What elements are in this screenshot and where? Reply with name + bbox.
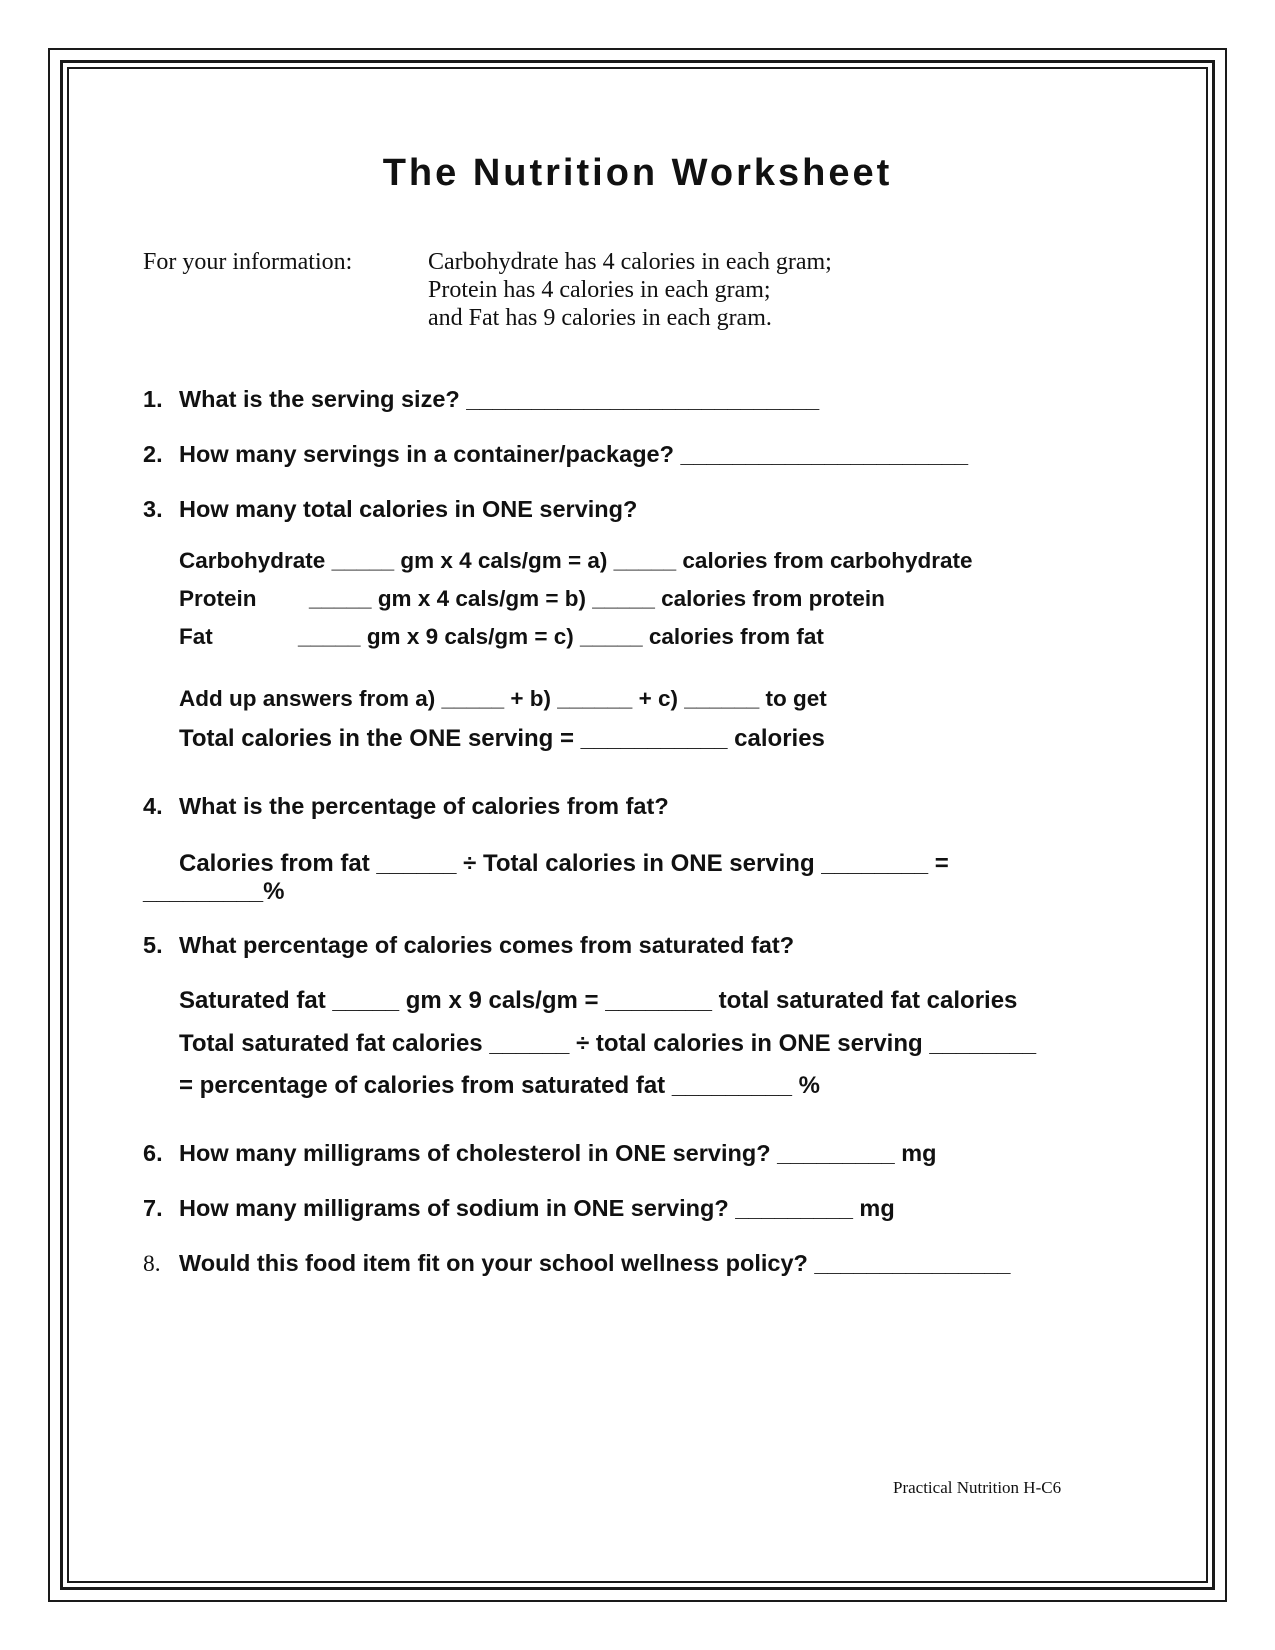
fat-calc: _____ gm x 9 cals/gm = c) _____ calories from fat <box>298 624 824 649</box>
question-text: What is the serving size? ___________________________ <box>179 386 820 412</box>
question-4 <box>143 793 669 820</box>
question-3 <box>143 496 637 523</box>
question-5 <box>143 932 794 959</box>
total-calories-line: Total calories in the ONE serving = ___________ calories <box>179 725 825 752</box>
question-7 <box>143 1195 895 1222</box>
page-title: The Nutrition Worksheet <box>382 152 893 194</box>
question-text: How many total calories in ONE serving? <box>179 496 638 522</box>
fat-label: Fat <box>179 624 213 649</box>
saturated-fat-line-2: Total saturated fat calories ______ ÷ total calories in ONE serving ________ <box>179 1030 1037 1057</box>
question-number: 7. <box>143 1195 163 1221</box>
question-text: What percentage of calories comes from saturated fat? <box>179 932 795 958</box>
info-line-protein: Protein has 4 calories in each gram; <box>428 277 771 303</box>
carbohydrate-calc-line <box>179 548 973 574</box>
protein-label: Protein <box>179 586 257 611</box>
question-number: 6. <box>143 1140 163 1166</box>
saturated-fat-line-1: Saturated fat _____ gm x 9 cals/gm = ________ total saturated fat calories <box>179 987 1018 1014</box>
footer-label: Practical Nutrition H-C6 <box>893 1478 1062 1497</box>
question-text: How many milligrams of sodium in ONE serving? _________ mg <box>179 1195 895 1221</box>
question-number: 3. <box>143 496 163 522</box>
add-up-line: Add up answers from a) _____ + b) ______ + c) ______ to get <box>179 686 827 711</box>
question-1 <box>143 386 819 413</box>
question-text: How many milligrams of cholesterol in ONE serving? _________ mg <box>179 1140 937 1166</box>
info-line-fat: and Fat has 9 calories in each gram. <box>428 305 772 331</box>
question-number: 1. <box>143 386 163 412</box>
question-text: How many servings in a container/package? ______________________ <box>179 441 969 467</box>
question-text: What is the percentage of calories from fat? <box>179 793 669 819</box>
question-6 <box>143 1140 937 1167</box>
info-label: For your information: <box>143 249 353 275</box>
saturated-fat-line-3: = percentage of calories from saturated fat _________ % <box>179 1072 820 1099</box>
question-number: 5. <box>143 932 163 958</box>
question-number: 4. <box>143 793 163 819</box>
protein-calc: _____ gm x 4 cals/gm = b) _____ calories from protein <box>309 586 885 611</box>
question-number: 2. <box>143 441 163 467</box>
question-8 <box>143 1250 1010 1278</box>
carbohydrate-calc: _____ gm x 4 cals/gm = a) _____ calories from carbohydrate <box>331 548 973 573</box>
carbohydrate-label: Carbohydrate <box>179 548 326 573</box>
fat-percentage-line-1: Calories from fat ______ ÷ Total calories in ONE serving ________ = <box>179 850 949 877</box>
info-line-carbohydrate: Carbohydrate has 4 calories in each gram; <box>428 249 832 275</box>
question-number: 8. <box>143 1251 161 1277</box>
question-text: Would this food item fit on your school wellness policy? _______________ <box>179 1250 1011 1276</box>
question-2 <box>143 441 968 468</box>
fat-percentage-line-2: _________% <box>143 878 285 905</box>
